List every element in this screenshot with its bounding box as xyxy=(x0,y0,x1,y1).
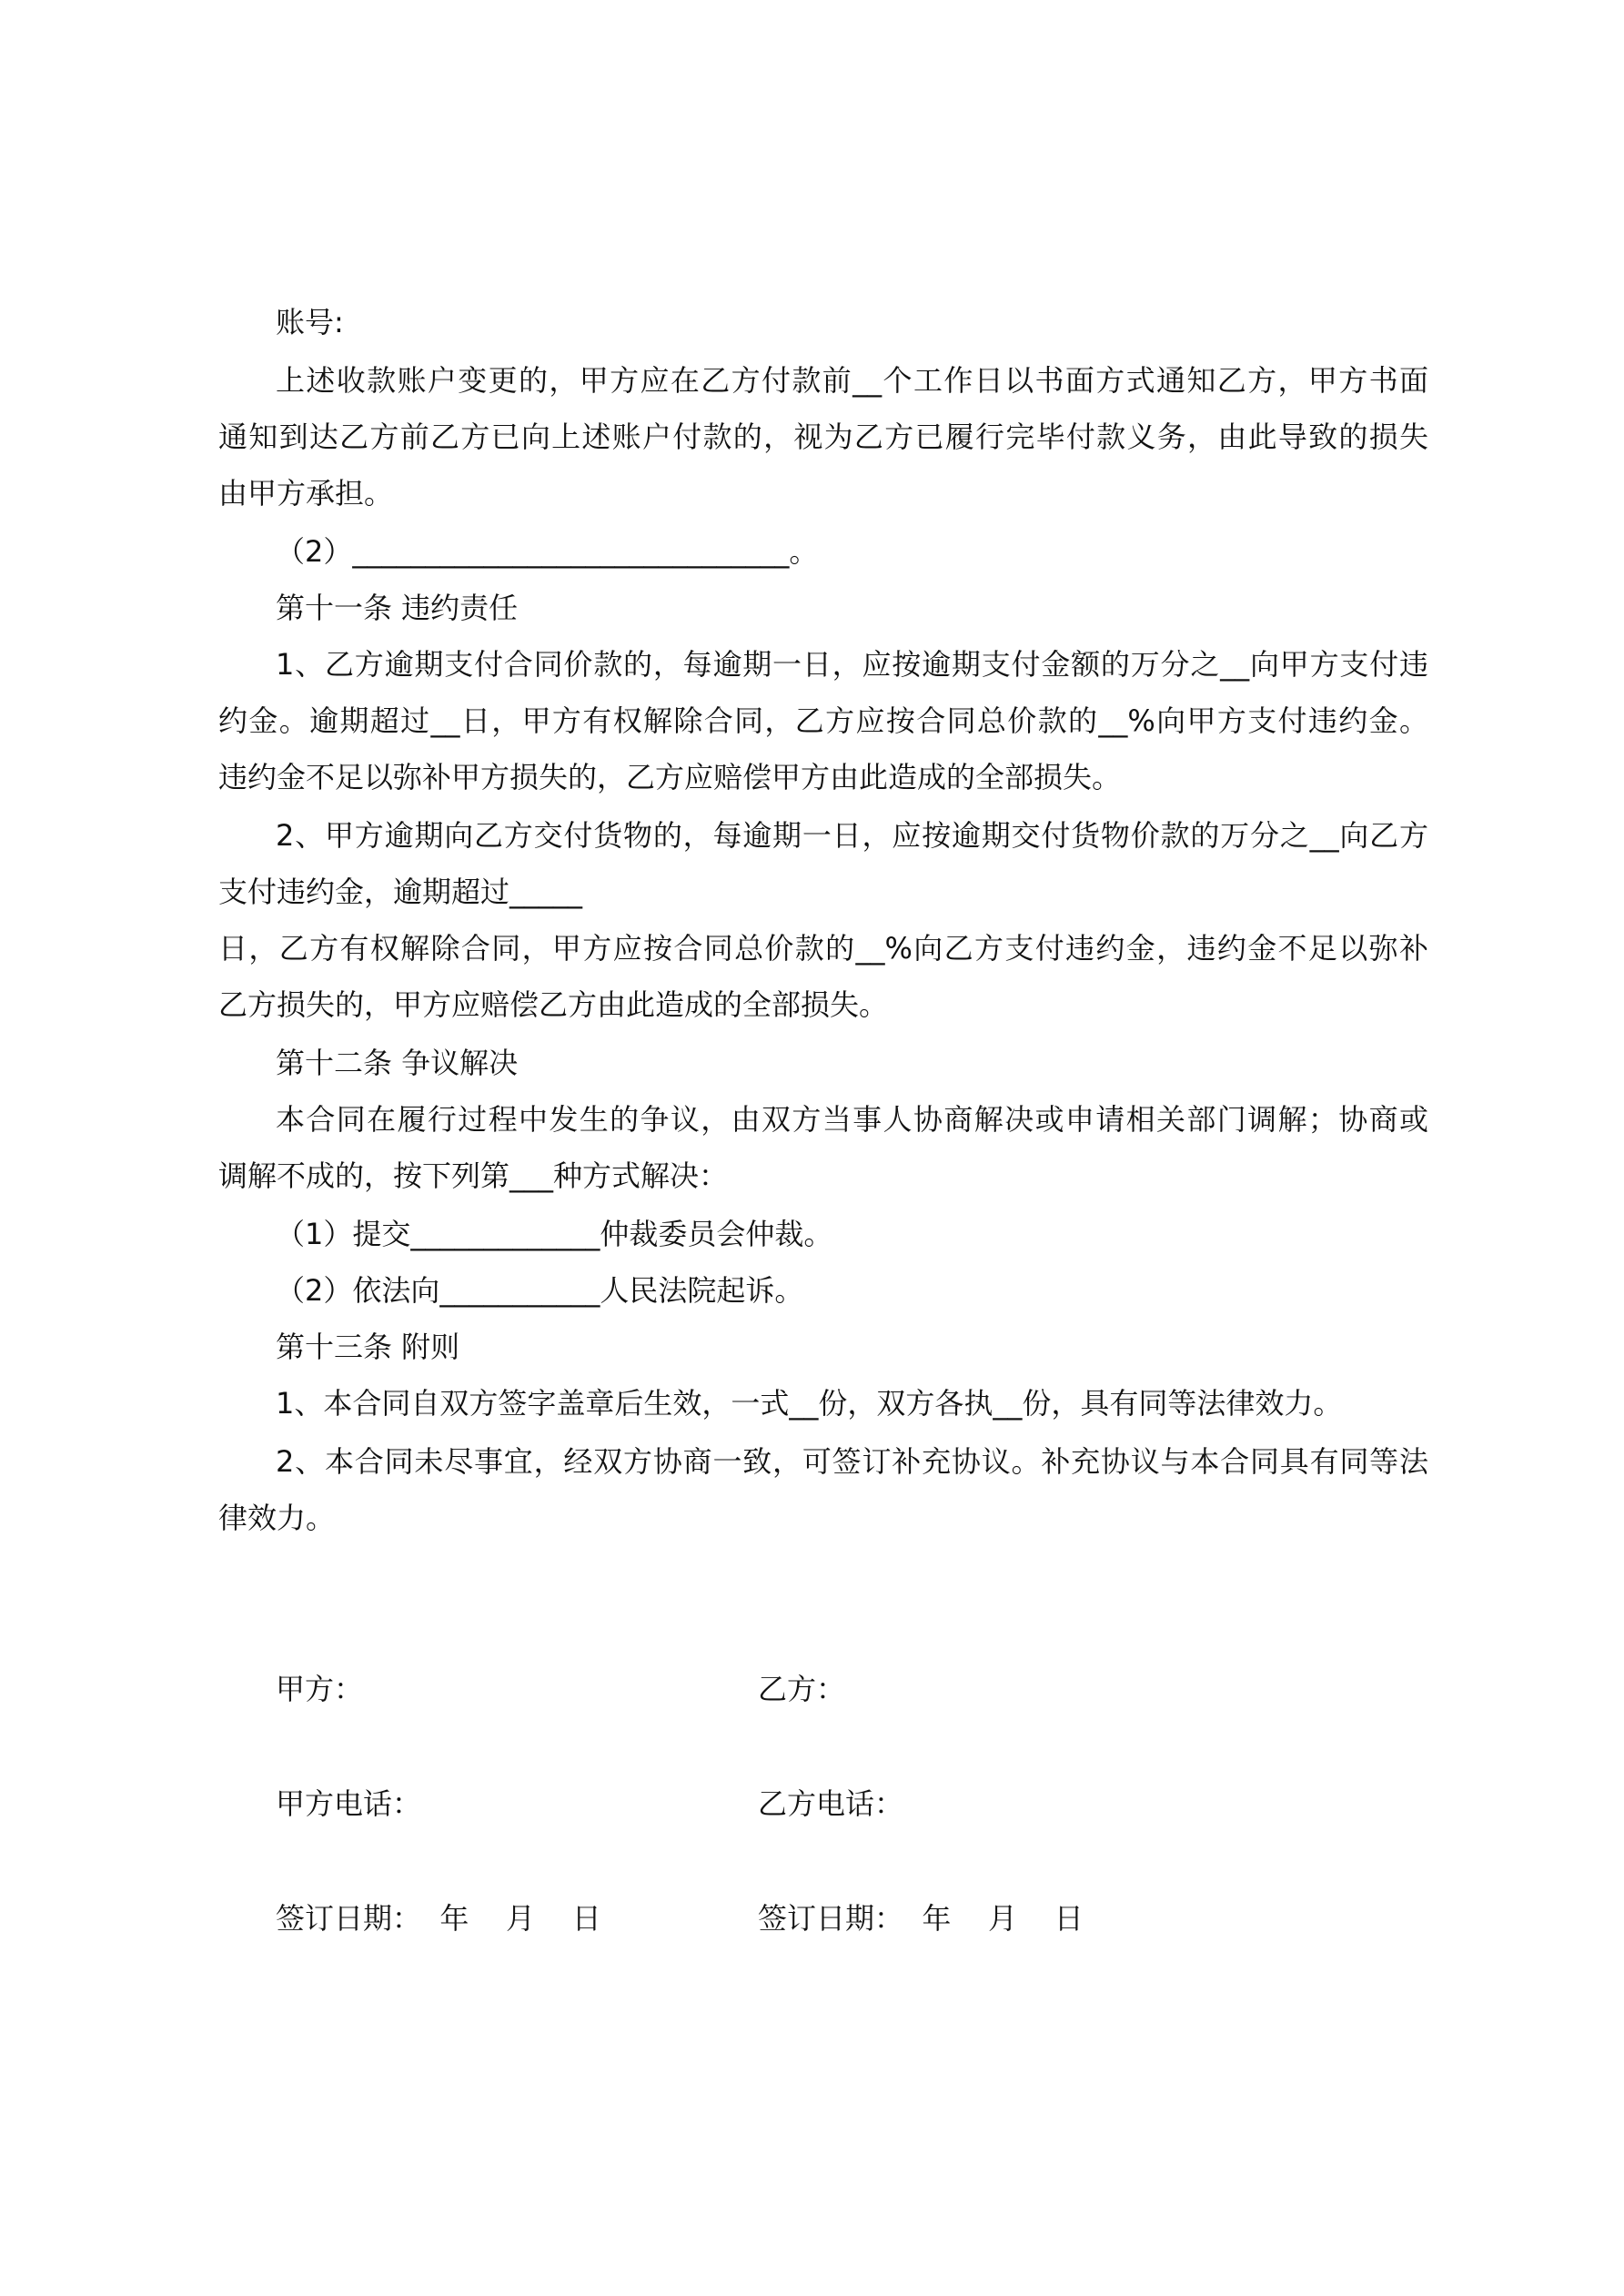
account-line: 账号: xyxy=(276,305,344,339)
party-a-label: 甲方： xyxy=(276,1672,364,1706)
article-11-clause-2-line-3: 日，乙方有权解除合同，甲方应按合同总价款的__%向乙方支付违约金，违约金不足以弥补 xyxy=(218,931,1428,966)
article-13-heading: 第十三条 附则 xyxy=(276,1330,460,1364)
article-12-option-1: （1）提交_____________仲裁委员会仲裁。 xyxy=(276,1217,833,1251)
article-11-clause-1-line-3: 违约金不足以弥补甲方损失的，乙方应赔偿甲方由此造成的全部损失。 xyxy=(218,760,1122,794)
article-12-line-1: 本合同在履行过程中发生的争议，由双方当事人协商解决或申请相关部门调解；协商或 xyxy=(276,1102,1428,1137)
party-b-label: 乙方： xyxy=(758,1672,846,1706)
account-change-line-2: 通知到达乙方前乙方已向上述账户付款的，视为乙方已履行完毕付款义务，由此导致的损失 xyxy=(218,420,1428,454)
article-11-clause-2-line-2: 支付违约金，逾期超过_____ xyxy=(218,875,583,909)
article-13-clause-1: 1、本合同自双方签字盖章后生效，一式__份，双方各执__份，具有同等法律效力。 xyxy=(276,1386,1343,1421)
article-11-heading: 第十一条 违约责任 xyxy=(276,591,519,625)
article-11-clause-1-line-2: 约金。逾期超过__日，甲方有权解除合同，乙方应按合同总价款的__%向甲方支付违约金。 xyxy=(218,703,1428,738)
article-13-clause-2-line-2: 律效力。 xyxy=(218,1501,336,1535)
article-12-option-2: （2）依法向___________人民法院起诉。 xyxy=(276,1273,804,1308)
article-13-clause-2-line-1: 2、本合同未尽事宜，经双方协商一致，可签订补充协议。补充协议与本合同具有同等法 xyxy=(276,1444,1428,1479)
account-change-line-1: 上述收款账户变更的，甲方应在乙方付款前__个工作日以书面方式通知乙方，甲方书面 xyxy=(276,363,1428,398)
party-b-sign-date: 签订日期： 年 月 日 xyxy=(758,1901,1084,1936)
party-b-phone-label: 乙方电话： xyxy=(758,1786,904,1821)
item-2-blank: （2）______________________________。 xyxy=(276,534,819,569)
account-change-line-3: 由甲方承担。 xyxy=(218,476,394,511)
article-11-clause-2-line-4: 乙方损失的，甲方应赔偿乙方由此造成的全部损失。 xyxy=(218,987,889,1022)
article-11-clause-1-line-1: 1、乙方逾期支付合同价款的，每逾期一日，应按逾期支付金额的万分之__向甲方支付违 xyxy=(276,647,1428,682)
party-a-sign-date: 签订日期： 年 月 日 xyxy=(276,1901,601,1936)
party-a-phone-label: 甲方电话： xyxy=(276,1786,422,1821)
article-12-heading: 第十二条 争议解决 xyxy=(276,1046,519,1080)
article-12-line-2: 调解不成的，按下列第___种方式解决： xyxy=(218,1158,729,1193)
article-11-clause-2-line-1: 2、甲方逾期向乙方交付货物的，每逾期一日，应按逾期交付货物价款的万分之__向乙方 xyxy=(276,818,1428,853)
